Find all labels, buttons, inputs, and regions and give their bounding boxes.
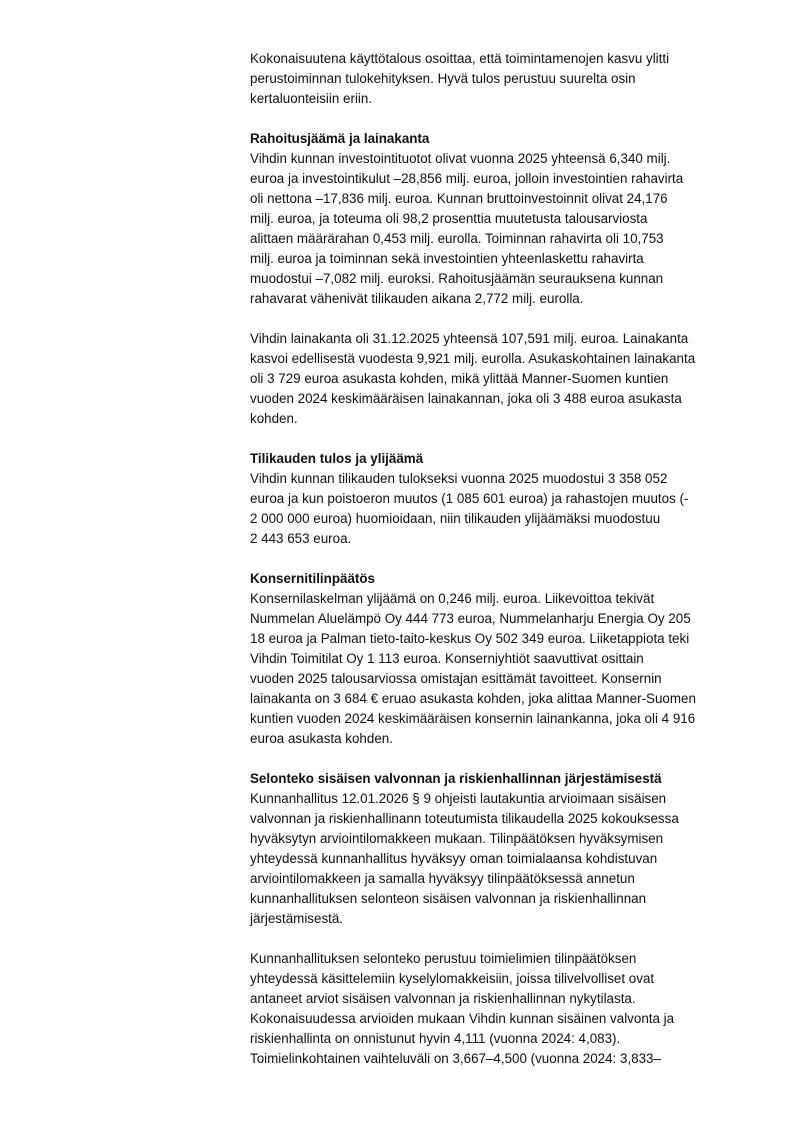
text-line: kuntien vuoden 2024 keskimääräisen konsernin lainankanna, joka oli 4 916 — [250, 711, 696, 726]
document-page — [250, 49, 750, 1089]
section-rahoitusjaama — [250, 129, 750, 429]
section-paragraph — [250, 569, 750, 749]
text-line: rahavarat vähenivät tilikauden aikana 2,772 milj. eurolla. — [250, 291, 584, 306]
text-line: Toimielinkohtainen vaihteluväli on 3,667–4,500 (vuonna 2024: 3,833– — [250, 1051, 661, 1066]
section-paragraph — [250, 329, 750, 429]
text-line: Kunnanhallituksen selonteko perustuu toimielimien tilinpäätöksen — [250, 951, 637, 966]
text-line: yhteydessä käsittelemiin kyselylomakkeisiin, joissa tilivelvolliset ovat — [250, 971, 655, 986]
text-line: Kokonaisuudessa arvioiden mukaan Vihdin kunnan sisäinen valvonta ja — [250, 1011, 675, 1026]
text-line: kasvoi edellisestä vuodesta 9,921 milj. eurolla. Asukaskohtainen lainakanta — [250, 351, 696, 366]
text-line: Vihdin Toimitilat Oy 1 113 euroa. Konserniyhtiöt saavuttivat osittain — [250, 651, 644, 666]
text-line: Vihdin lainakanta oli 31.12.2025 yhteensä 107,591 milj. euroa. Lainakanta — [250, 331, 689, 346]
text-line: Kokonaisuutena käyttötalous osoittaa, että toimintamenojen kasvu ylitti — [250, 51, 670, 66]
section-heading: Selonteko sisäisen valvonnan ja riskienhallinnan järjestämisestä — [250, 771, 662, 786]
text-line: Konsernilaskelman ylijäämä on 0,246 milj. euroa. Liikevoittoa tekivät — [250, 591, 655, 606]
text-line: arviointilomakkeen ja samalla hyväksyy tilinpäätöksessä annetun — [250, 871, 635, 886]
text-line: järjestämisestä. — [250, 911, 344, 926]
text-line: euroa asukasta kohden. — [250, 731, 393, 746]
text-line: euroa ja kun poistoeron muutos (1 085 601 euroa) ja rahastojen muutos (- — [250, 491, 689, 506]
text-line: oli nettona –17,836 milj. euroa. Kunnan bruttoinvestoinnit olivat 24,176 — [250, 191, 668, 206]
text-line: antaneet arviot sisäisen valvonnan ja riskienhallinnan nykytilasta. — [250, 991, 636, 1006]
text-line: kertaluonteisiin eriin. — [250, 91, 373, 106]
text-line: Vihdin kunnan investointituotot olivat vuonna 2025 yhteensä 6,340 milj. — [250, 151, 671, 166]
text-line: 18 euroa ja Palman tieto-taito-keskus Oy 502 349 euroa. Liiketappiota teki — [250, 631, 690, 646]
text-line: riskienhallinta on onnistunut hyvin 4,111 (vuonna 2024: 4,083). — [250, 1031, 621, 1046]
text-line: alittaen määrärahan 0,453 milj. eurolla. Toiminnan rahavirta oli 10,753 — [250, 231, 664, 246]
section-heading: Tilikauden tulos ja ylijäämä — [250, 451, 424, 466]
section-paragraph — [250, 949, 750, 1069]
section-tilikauden-tulos — [250, 449, 750, 549]
text-line: euroa ja investointikulut –28,856 milj. euroa, jolloin investointien rahavirta — [250, 171, 684, 186]
text-line: milj. euroa ja toiminnan sekä investointien yhteenlaskettu rahavirta — [250, 251, 644, 266]
text-line: kunnanhallituksen selonteon sisäisen valvonnan ja riskienhallinnan — [250, 891, 647, 906]
text-line: hyväksytyn arviointilomakkeen mukaan. Tilinpäätöksen hyväksymisen — [250, 831, 664, 846]
text-line: Vihdin kunnan tilikauden tulokseksi vuonna 2025 muodostui 3 358 052 — [250, 471, 668, 486]
text-line: milj. euroa, ja toteuma oli 98,2 prosenttia muutetusta talousarviosta — [250, 211, 648, 226]
section-heading: Rahoitusjäämä ja lainakanta — [250, 131, 430, 146]
section-paragraph — [250, 449, 750, 549]
text-line: 2 443 653 euroa. — [250, 531, 352, 546]
text-line: muodostui –7,082 milj. euroksi. Rahoitusjäämän seurauksena kunnan — [250, 271, 664, 286]
text-line: vuoden 2025 talousarviossa omistajan esittämät tavoitteet. Konsernin — [250, 671, 662, 686]
section-selonteko — [250, 769, 750, 1069]
text-line: lainakanta on 3 684 € eruao asukasta kohden, joka alittaa Manner-Suomen — [250, 691, 696, 706]
text-line: kohden. — [250, 411, 298, 426]
text-line: vuoden 2024 keskimääräisen lainakannan, joka oli 3 488 euroa asukasta — [250, 391, 682, 406]
section-paragraph — [250, 129, 750, 309]
intro-paragraph — [250, 49, 750, 109]
text-line: perustoiminnan tulokehityksen. Hyvä tulos perustuu suurelta osin — [250, 71, 636, 86]
section-heading: Konsernitilinpäätös — [250, 571, 375, 586]
text-line: Nummelan Aluelämpö Oy 444 773 euroa, Nummelanharju Energia Oy 205 — [250, 611, 691, 626]
text-line: Kunnanhallitus 12.01.2026 § 9 ohjeisti lautakuntia arvioimaan sisäisen — [250, 791, 667, 806]
text-line: valvonnan ja riskienhallinann toteutumista tilikaudella 2025 kokouksessa — [250, 811, 679, 826]
text-line: 2 000 000 euroa) huomioidaan, niin tilikauden ylijäämäksi muodostuu — [250, 511, 661, 526]
section-konsernitilinpaatos — [250, 569, 750, 749]
text-line: yhteydessä kunnanhallitus hyväksyy oman toimialaansa kohdistuvan — [250, 851, 658, 866]
text-line: oli 3 729 euroa asukasta kohden, mikä ylittää Manner-Suomen kuntien — [250, 371, 669, 386]
section-paragraph — [250, 769, 750, 929]
